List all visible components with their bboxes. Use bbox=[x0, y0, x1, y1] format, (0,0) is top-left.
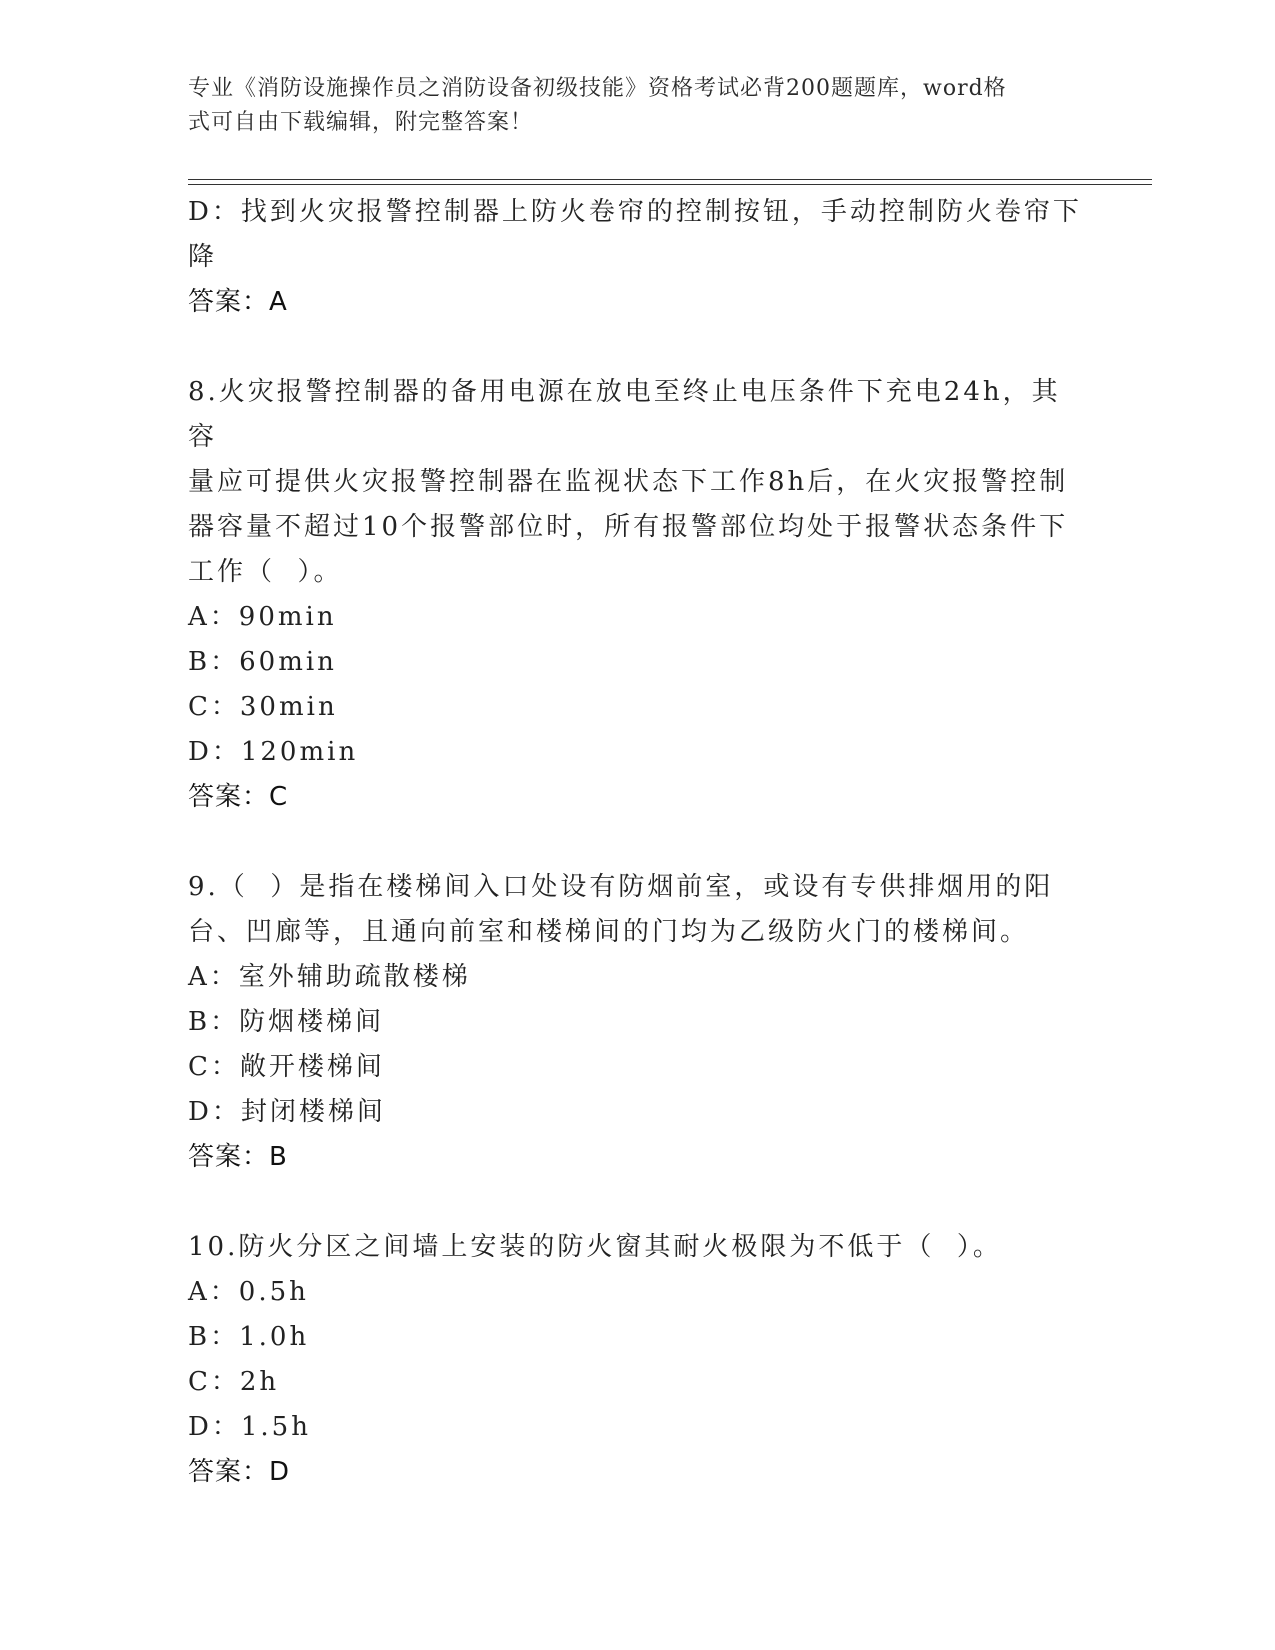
header-rule-bottom bbox=[188, 184, 1152, 185]
question-content bbox=[188, 190, 1088, 1495]
option-c: C：敞开楼梯间 bbox=[188, 1052, 385, 1082]
option-d: D：120min bbox=[188, 737, 359, 767]
header-line-2: 式可自由下载编辑，附完整答案！ bbox=[188, 110, 534, 135]
question-text-line: 量应可提供火灾报警控制器在监视状态下工作8h后，在火灾报警控制 bbox=[188, 467, 1069, 497]
option-b: B：1.0h bbox=[188, 1322, 310, 1352]
option-d: D：封闭楼梯间 bbox=[188, 1097, 386, 1127]
option-a: A：室外辅助疏散楼梯 bbox=[188, 962, 471, 992]
option-a: A：0.5h bbox=[188, 1277, 309, 1307]
question-9 bbox=[188, 865, 1088, 1180]
answer-line: 答案：B bbox=[188, 1142, 288, 1172]
spacer bbox=[188, 325, 1088, 370]
header-line-1: 专业《消防设施操作员之消防设备初级技能》资格考试必背200题题库，word格 bbox=[188, 76, 1007, 101]
option-b: B：60min bbox=[188, 647, 337, 677]
option-b: B：防烟楼梯间 bbox=[188, 1007, 385, 1037]
option-d-line-2: 降 bbox=[188, 242, 218, 272]
document-header bbox=[188, 72, 1068, 140]
question-text-line: 器容量不超过10个报警部位时，所有报警部位均处于报警状态条件下 bbox=[188, 512, 1069, 542]
option-d: D：1.5h bbox=[188, 1412, 311, 1442]
question-8 bbox=[188, 370, 1088, 820]
answer-line: 答案：A bbox=[188, 287, 288, 317]
question-10 bbox=[188, 1225, 1088, 1495]
question-text-line: 台、凹廊等，且通向前室和楼梯间的门均为乙级防火门的楼梯间。 bbox=[188, 917, 1030, 947]
question-7-continuation bbox=[188, 190, 1088, 325]
question-text-line: 9.（ ）是指在楼梯间入口处设有防烟前室，或设有专供排烟用的阳 bbox=[188, 872, 1054, 902]
spacer bbox=[188, 820, 1088, 865]
spacer bbox=[188, 1180, 1088, 1225]
question-text-line: 工作（ ）。 bbox=[188, 557, 343, 587]
header-rule-top bbox=[188, 179, 1152, 180]
option-c: C：30min bbox=[188, 692, 338, 722]
option-a: A：90min bbox=[188, 602, 337, 632]
answer-line: 答案：D bbox=[188, 1457, 291, 1487]
answer-line: 答案：C bbox=[188, 782, 289, 812]
option-c: C：2h bbox=[188, 1367, 280, 1397]
option-d-line-1: D：找到火灾报警控制器上防火卷帘的控制按钮，手动控制防火卷帘下 bbox=[188, 197, 1082, 227]
question-text-line: 8.火灾报警控制器的备用电源在放电至终止电压条件下充电24h，其容 bbox=[188, 377, 1061, 452]
question-text-line: 10.防火分区之间墙上安装的防火窗其耐火极限为不低于（ ）。 bbox=[188, 1232, 1002, 1262]
